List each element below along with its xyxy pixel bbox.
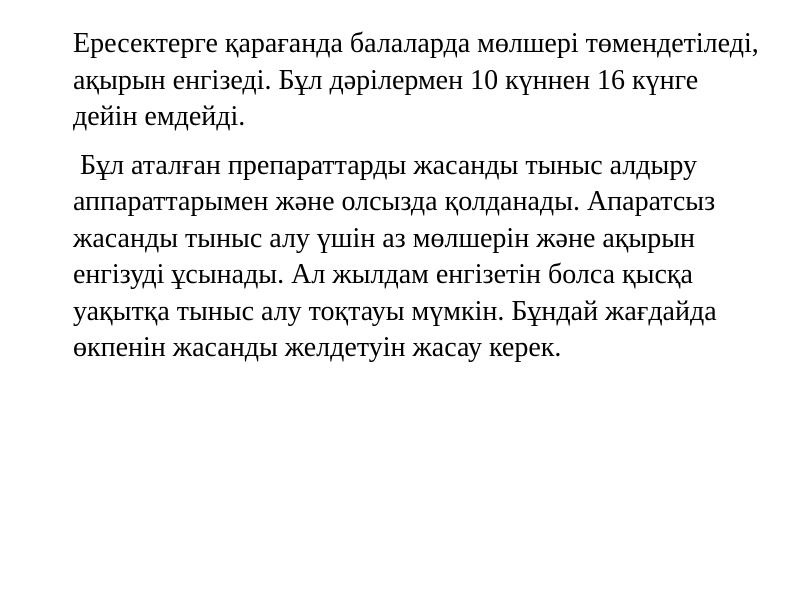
body-text bbox=[73, 26, 763, 367]
paragraph-2: Бұл аталған препараттарды жасанды тыныс алдыру аппараттарымен және олсызда қолданады. Апаратсыз жасанды тыныс алу үшін аз мөлшерін және ақырын енгізуді ұсынады. Ал жылдам енгізетін болса қысқа уақытқа тыныс алу тоқтауы мүмкін. Бұндай жағдайда өкпенін жасанды желдетуін жасау керек. bbox=[73, 149, 724, 363]
paragraph-1: Ересектерге қарағанда балаларда мөлшері төмендетіледі, ақырын енгізеді. Бұл дәрілермен 10 күннен 16 күнге дейін емдейді. bbox=[73, 28, 759, 132]
